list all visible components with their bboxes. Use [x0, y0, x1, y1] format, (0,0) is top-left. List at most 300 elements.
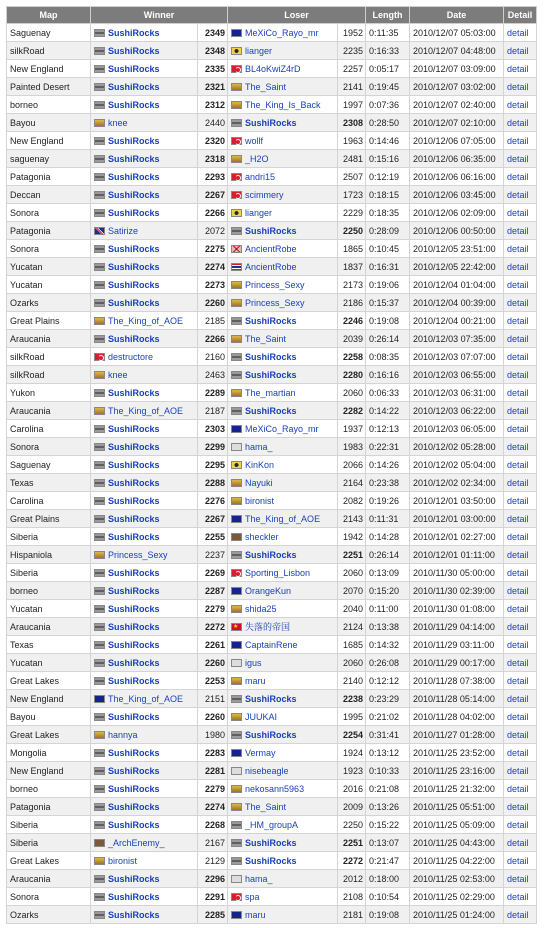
detail-link[interactable]: detail [507, 369, 529, 380]
detail-link[interactable]: detail [507, 837, 529, 848]
rank-flag-icon [94, 173, 105, 181]
length-cell: 0:28:09 [366, 222, 410, 240]
detail-link[interactable]: detail [507, 279, 529, 290]
loser-link[interactable]: SushiRocks [245, 837, 297, 848]
loser-link[interactable]: KinKon [245, 459, 275, 470]
loser-cell [228, 564, 338, 582]
loser-rating: 1865 [338, 240, 366, 258]
winner-rating: 2129 [198, 852, 228, 870]
winner-link[interactable]: SushiRocks [108, 495, 160, 506]
winner-link[interactable]: SushiRocks [108, 135, 160, 146]
date-cell: 2010/11/29 03:11:00 [410, 636, 504, 654]
map-cell: Sonora [7, 240, 91, 258]
detail-link[interactable]: detail [507, 639, 529, 650]
loser-link[interactable]: Sporting_Lisbon [245, 567, 311, 578]
winner-cell [91, 24, 198, 42]
winner-link[interactable]: SushiRocks [108, 81, 160, 92]
date-cell: 2010/11/25 23:52:00 [410, 744, 504, 762]
loser-rating: 2246 [338, 312, 366, 330]
loser-link[interactable]: maru [245, 675, 266, 686]
loser-rating: 1685 [338, 636, 366, 654]
loser-link[interactable]: CaptainRene [245, 639, 298, 650]
loser-rating: 2507 [338, 168, 366, 186]
rank-flag-icon [94, 299, 105, 307]
rank-flag-icon [231, 407, 242, 415]
loser-link[interactable]: wollf [245, 135, 264, 146]
loser-link[interactable]: BL4oKwiZ4rD [245, 63, 301, 74]
length-cell: 0:15:20 [366, 582, 410, 600]
winner-link[interactable]: SushiRocks [108, 513, 160, 524]
loser-link[interactable]: andri15 [245, 171, 276, 182]
gold-flag-icon [231, 677, 242, 685]
rank-flag-icon [94, 137, 105, 145]
detail-link[interactable]: detail [507, 675, 529, 686]
detail-link[interactable]: detail [507, 261, 529, 272]
length-cell: 0:15:16 [366, 150, 410, 168]
detail-link[interactable]: detail [507, 171, 529, 182]
loser-link[interactable]: SushiRocks [245, 315, 297, 326]
table-row [7, 726, 537, 744]
winner-link[interactable]: SushiRocks [108, 297, 160, 308]
loser-link[interactable]: maru [245, 909, 266, 920]
loser-cell [228, 870, 338, 888]
detail-cell [504, 438, 537, 456]
detail-cell [504, 312, 537, 330]
gold-flag-icon [231, 101, 242, 109]
table-row [7, 78, 537, 96]
detail-link[interactable]: detail [507, 135, 529, 146]
col-length-header[interactable]: Length [366, 7, 410, 24]
detail-cell [504, 24, 537, 42]
au-flag-icon [231, 641, 242, 649]
loser-rating: 2251 [338, 546, 366, 564]
length-cell: 0:26:08 [366, 654, 410, 672]
detail-link[interactable]: detail [507, 243, 529, 254]
winner-rating: 2272 [198, 618, 228, 636]
length-cell: 0:11:31 [366, 510, 410, 528]
detail-cell [504, 708, 537, 726]
detail-link[interactable]: detail [507, 81, 529, 92]
detail-link[interactable]: detail [507, 891, 529, 902]
map-cell: Araucania [7, 618, 91, 636]
loser-rating: 1923 [338, 762, 366, 780]
loser-link[interactable]: The_martian [245, 387, 296, 398]
detail-link[interactable]: detail [507, 513, 529, 524]
detail-link[interactable]: detail [507, 783, 529, 794]
map-cell: Ozarks [7, 906, 91, 924]
detail-cell [504, 42, 537, 60]
winner-rating: 2187 [198, 402, 228, 420]
winner-link[interactable]: SushiRocks [108, 819, 160, 830]
winner-rating: 2261 [198, 636, 228, 654]
winner-cell [91, 582, 198, 600]
detail-link[interactable]: detail [507, 387, 529, 398]
winner-link[interactable]: SushiRocks [108, 783, 160, 794]
loser-link[interactable]: SushiRocks [245, 549, 297, 560]
winner-link[interactable]: hannya [108, 729, 138, 740]
winner-cell [91, 366, 198, 384]
loser-link[interactable]: The_King_of_AOE [245, 513, 321, 524]
winner-link[interactable]: SushiRocks [108, 873, 160, 884]
rank-flag-icon [94, 821, 105, 829]
rank-flag-icon [231, 839, 242, 847]
detail-cell [504, 114, 537, 132]
map-cell: Ozarks [7, 294, 91, 312]
winner-cell [91, 528, 198, 546]
loser-link[interactable]: bironist [245, 495, 275, 506]
winner-link[interactable]: SushiRocks [108, 99, 160, 110]
rank-flag-icon [94, 281, 105, 289]
map-cell: Araucania [7, 870, 91, 888]
col-map-header[interactable]: Map [7, 7, 91, 24]
detail-link[interactable]: detail [507, 225, 529, 236]
date-cell: 2010/12/01 03:50:00 [410, 492, 504, 510]
detail-link[interactable]: detail [507, 621, 529, 632]
winner-link[interactable]: SushiRocks [108, 747, 160, 758]
winner-rating: 1980 [198, 726, 228, 744]
detail-link[interactable]: detail [507, 459, 529, 470]
rank-flag-icon [94, 749, 105, 757]
detail-link[interactable]: detail [507, 693, 529, 704]
detail-cell [504, 726, 537, 744]
detail-link[interactable]: detail [507, 711, 529, 722]
table-row [7, 276, 537, 294]
loser-link[interactable]: Nayuki [245, 477, 273, 488]
gold-flag-icon [231, 281, 242, 289]
winner-cell [91, 78, 198, 96]
loser-link[interactable]: The_Saint [245, 333, 287, 344]
detail-link[interactable]: detail [507, 873, 529, 884]
winner-link[interactable]: SushiRocks [108, 765, 160, 776]
loser-link[interactable]: JUUKAI [245, 711, 278, 722]
loser-cell [228, 744, 338, 762]
loser-rating: 1937 [338, 420, 366, 438]
rank-flag-icon [94, 101, 105, 109]
winner-link[interactable]: knee [108, 369, 128, 380]
loser-link[interactable]: OrangeKun [245, 585, 292, 596]
loser-link[interactable]: Princess_Sexy [245, 279, 305, 290]
loser-link[interactable]: Vermay [245, 747, 276, 758]
loser-rating: 2066 [338, 456, 366, 474]
loser-link[interactable]: SushiRocks [245, 225, 297, 236]
map-cell: Patagonia [7, 222, 91, 240]
loser-rating: 2258 [338, 348, 366, 366]
winner-link[interactable]: SushiRocks [108, 243, 160, 254]
detail-link[interactable]: detail [507, 297, 529, 308]
rank-flag-icon [231, 317, 242, 325]
length-cell: 0:18:00 [366, 870, 410, 888]
loser-link[interactable]: SushiRocks [245, 351, 297, 362]
winner-rating: 2293 [198, 168, 228, 186]
loser-cell [228, 852, 338, 870]
loser-link[interactable]: SushiRocks [245, 369, 297, 380]
loser-link[interactable]: hama_ [245, 873, 273, 884]
length-cell: 0:28:50 [366, 114, 410, 132]
date-cell: 2010/12/06 07:05:00 [410, 132, 504, 150]
detail-link[interactable]: detail [507, 405, 529, 416]
table-row [7, 186, 537, 204]
winner-link[interactable]: SushiRocks [108, 639, 160, 650]
winner-link[interactable]: knee [108, 117, 128, 128]
table-row [7, 24, 537, 42]
length-cell: 0:10:45 [366, 240, 410, 258]
loser-link[interactable]: _H2O [245, 153, 269, 164]
loser-cell [228, 168, 338, 186]
detail-link[interactable]: detail [507, 909, 529, 920]
loser-rating: 1723 [338, 186, 366, 204]
winner-cell [91, 690, 198, 708]
winner-cell [91, 780, 198, 798]
loser-link[interactable]: lianger [245, 45, 273, 56]
winner-link[interactable]: SushiRocks [108, 585, 160, 596]
winner-cell [91, 186, 198, 204]
loser-link[interactable]: SushiRocks [245, 693, 297, 704]
winner-link[interactable]: _ArchEnemy_ [108, 837, 165, 848]
detail-link[interactable]: detail [507, 747, 529, 758]
winner-link[interactable]: SushiRocks [108, 711, 160, 722]
date-cell: 2010/11/28 07:38:00 [410, 672, 504, 690]
winner-link[interactable]: SushiRocks [108, 387, 160, 398]
detail-link[interactable]: detail [507, 495, 529, 506]
loser-link[interactable]: The_Saint [245, 801, 287, 812]
loser-rating: 2280 [338, 366, 366, 384]
detail-link[interactable]: detail [507, 99, 529, 110]
detail-link[interactable]: detail [507, 603, 529, 614]
col-detail-header[interactable]: Detail [504, 7, 537, 24]
map-cell: Painted Desert [7, 78, 91, 96]
loser-cell [228, 276, 338, 294]
rank-flag-icon [94, 29, 105, 37]
winner-link[interactable]: SushiRocks [108, 207, 160, 218]
detail-link[interactable]: detail [507, 315, 529, 326]
winner-rating: 2267 [198, 186, 228, 204]
loser-link[interactable]: shida25 [245, 603, 277, 614]
rank-flag-icon [231, 695, 242, 703]
match-history-table [6, 6, 537, 924]
gold-flag-icon [231, 713, 242, 721]
detail-link[interactable]: detail [507, 189, 529, 200]
date-cell: 2010/12/02 05:04:00 [410, 456, 504, 474]
detail-link[interactable]: detail [507, 441, 529, 452]
winner-link[interactable]: The_King_of_AOE [108, 693, 184, 704]
detail-link[interactable]: detail [507, 153, 529, 164]
winner-link[interactable]: SushiRocks [108, 891, 160, 902]
winner-cell [91, 312, 198, 330]
detail-link[interactable]: detail [507, 549, 529, 560]
loser-link[interactable]: igus [245, 657, 262, 668]
loser-link[interactable]: The_King_Is_Back [245, 99, 321, 110]
date-cell: 2010/12/06 03:45:00 [410, 186, 504, 204]
winner-cell [91, 330, 198, 348]
winner-rating: 2260 [198, 708, 228, 726]
detail-link[interactable]: detail [507, 351, 529, 362]
loser-link[interactable]: AncientRobe [245, 261, 297, 272]
map-cell: Bayou [7, 114, 91, 132]
winner-cell [91, 762, 198, 780]
loser-link[interactable]: spa [245, 891, 260, 902]
winner-link[interactable]: SushiRocks [108, 459, 160, 470]
loser-cell [228, 114, 338, 132]
length-cell: 0:21:47 [366, 852, 410, 870]
loser-link[interactable]: scimmery [245, 189, 284, 200]
loser-link[interactable]: The_Saint [245, 81, 287, 92]
winner-rating: 2279 [198, 780, 228, 798]
detail-link[interactable]: detail [507, 585, 529, 596]
date-cell: 2010/12/07 02:40:00 [410, 96, 504, 114]
detail-link[interactable]: detail [507, 117, 529, 128]
winner-link[interactable]: SushiRocks [108, 171, 160, 182]
winner-link[interactable]: SushiRocks [108, 909, 160, 920]
rank-flag-icon [231, 731, 242, 739]
winner-link[interactable]: SushiRocks [108, 603, 160, 614]
table-row [7, 348, 537, 366]
table-row [7, 744, 537, 762]
rank-flag-icon [94, 335, 105, 343]
loser-cell [228, 384, 338, 402]
loser-link[interactable]: SushiRocks [245, 729, 297, 740]
rank-flag-icon [231, 353, 242, 361]
rank-flag-icon [231, 227, 242, 235]
winner-link[interactable]: SushiRocks [108, 477, 160, 488]
detail-link[interactable]: detail [507, 63, 529, 74]
col-date-header[interactable]: Date [410, 7, 504, 24]
uk-flag-icon [94, 227, 105, 235]
detail-link[interactable]: detail [507, 819, 529, 830]
loser-cell [228, 780, 338, 798]
loser-link[interactable]: MeXiCo_Rayo_mr [245, 27, 319, 38]
winner-link[interactable]: SushiRocks [108, 153, 160, 164]
detail-link[interactable]: detail [507, 729, 529, 740]
detail-link[interactable]: detail [507, 423, 529, 434]
detail-link[interactable]: detail [507, 657, 529, 668]
date-cell: 2010/12/03 06:31:00 [410, 384, 504, 402]
winner-rating: 2167 [198, 834, 228, 852]
loser-link[interactable]: AncientRobe [245, 243, 297, 254]
loser-rating: 1924 [338, 744, 366, 762]
detail-link[interactable]: detail [507, 855, 529, 866]
loser-cell [228, 150, 338, 168]
detail-link[interactable]: detail [507, 567, 529, 578]
length-cell: 0:13:12 [366, 744, 410, 762]
winner-rating: 2269 [198, 564, 228, 582]
rank-flag-icon [94, 605, 105, 613]
detail-link[interactable]: detail [507, 765, 529, 776]
winner-link[interactable]: SushiRocks [108, 531, 160, 542]
winner-rating: 2276 [198, 492, 228, 510]
winner-link[interactable]: destructore [108, 351, 154, 362]
winner-rating: 2287 [198, 582, 228, 600]
loser-cell [228, 474, 338, 492]
map-cell: borneo [7, 96, 91, 114]
loser-link[interactable]: nekosann5963 [245, 783, 305, 794]
table-row [7, 708, 537, 726]
detail-cell [504, 420, 537, 438]
winner-link[interactable]: SushiRocks [108, 423, 160, 434]
table-row [7, 798, 537, 816]
rank-flag-icon [231, 371, 242, 379]
winner-cell [91, 546, 198, 564]
loser-link[interactable]: SushiRocks [245, 405, 297, 416]
loser-rating: 2040 [338, 600, 366, 618]
detail-link[interactable]: detail [507, 531, 529, 542]
table-row [7, 132, 537, 150]
loser-cell [228, 888, 338, 906]
au-flag-icon [231, 587, 242, 595]
detail-link[interactable]: detail [507, 477, 529, 488]
winner-link[interactable]: SushiRocks [108, 333, 160, 344]
loser-link[interactable]: Princess_Sexy [245, 297, 305, 308]
detail-cell [504, 96, 537, 114]
detail-link[interactable]: detail [507, 801, 529, 812]
winner-link[interactable]: SushiRocks [108, 657, 160, 668]
winner-link[interactable]: SushiRocks [108, 27, 160, 38]
winner-link[interactable]: SushiRocks [108, 189, 160, 200]
loser-link[interactable]: hama_ [245, 441, 273, 452]
winner-link[interactable]: SushiRocks [108, 45, 160, 56]
loser-rating: 2282 [338, 402, 366, 420]
detail-link[interactable]: detail [507, 207, 529, 218]
detail-link[interactable]: detail [507, 333, 529, 344]
col-loser-header[interactable]: Loser [228, 7, 366, 24]
loser-cell [228, 618, 338, 636]
loser-link[interactable]: SushiRocks [245, 117, 297, 128]
loser-link[interactable]: nisebeagle [245, 765, 289, 776]
length-cell: 0:16:16 [366, 366, 410, 384]
date-cell: 2010/11/29 04:14:00 [410, 618, 504, 636]
table-row [7, 168, 537, 186]
winner-link[interactable]: The_King_of_AOE [108, 315, 184, 326]
length-cell: 0:12:12 [366, 672, 410, 690]
winner-link[interactable]: Satirize [108, 225, 139, 236]
table-row [7, 60, 537, 78]
date-cell: 2010/12/03 06:55:00 [410, 366, 504, 384]
winner-link[interactable]: SushiRocks [108, 441, 160, 452]
loser-cell [228, 690, 338, 708]
detail-link[interactable]: detail [507, 45, 529, 56]
loser-link[interactable]: 失落的帝国 [245, 622, 291, 632]
detail-link[interactable]: detail [507, 27, 529, 38]
gold-flag-icon [94, 317, 105, 325]
winner-cell [91, 906, 198, 924]
table-row [7, 312, 537, 330]
winner-link[interactable]: SushiRocks [108, 675, 160, 686]
loser-link[interactable]: lianger [245, 207, 273, 218]
table-row [7, 330, 537, 348]
winner-link[interactable]: SushiRocks [108, 279, 160, 290]
loser-link[interactable]: MeXiCo_Rayo_mr [245, 423, 319, 434]
loser-link[interactable]: sheckler [245, 531, 279, 542]
rank-flag-icon [94, 155, 105, 163]
winner-link[interactable]: SushiRocks [108, 801, 160, 812]
winner-link[interactable]: Princess_Sexy [108, 549, 168, 560]
winner-link[interactable]: SushiRocks [108, 567, 160, 578]
table-row [7, 888, 537, 906]
rank-flag-icon [94, 263, 105, 271]
winner-link[interactable]: bironist [108, 855, 138, 866]
winner-link[interactable]: The_King_of_AOE [108, 405, 184, 416]
winner-link[interactable]: SushiRocks [108, 621, 160, 632]
loser-link[interactable]: _HM_groupA [245, 819, 299, 830]
detail-cell [504, 852, 537, 870]
loser-link[interactable]: SushiRocks [245, 855, 297, 866]
table-row [7, 906, 537, 924]
col-winner-header[interactable]: Winner [91, 7, 228, 24]
winner-link[interactable]: SushiRocks [108, 261, 160, 272]
winner-rating: 2260 [198, 294, 228, 312]
winner-link[interactable]: SushiRocks [108, 63, 160, 74]
winner-rating: 2281 [198, 762, 228, 780]
map-cell: New England [7, 132, 91, 150]
